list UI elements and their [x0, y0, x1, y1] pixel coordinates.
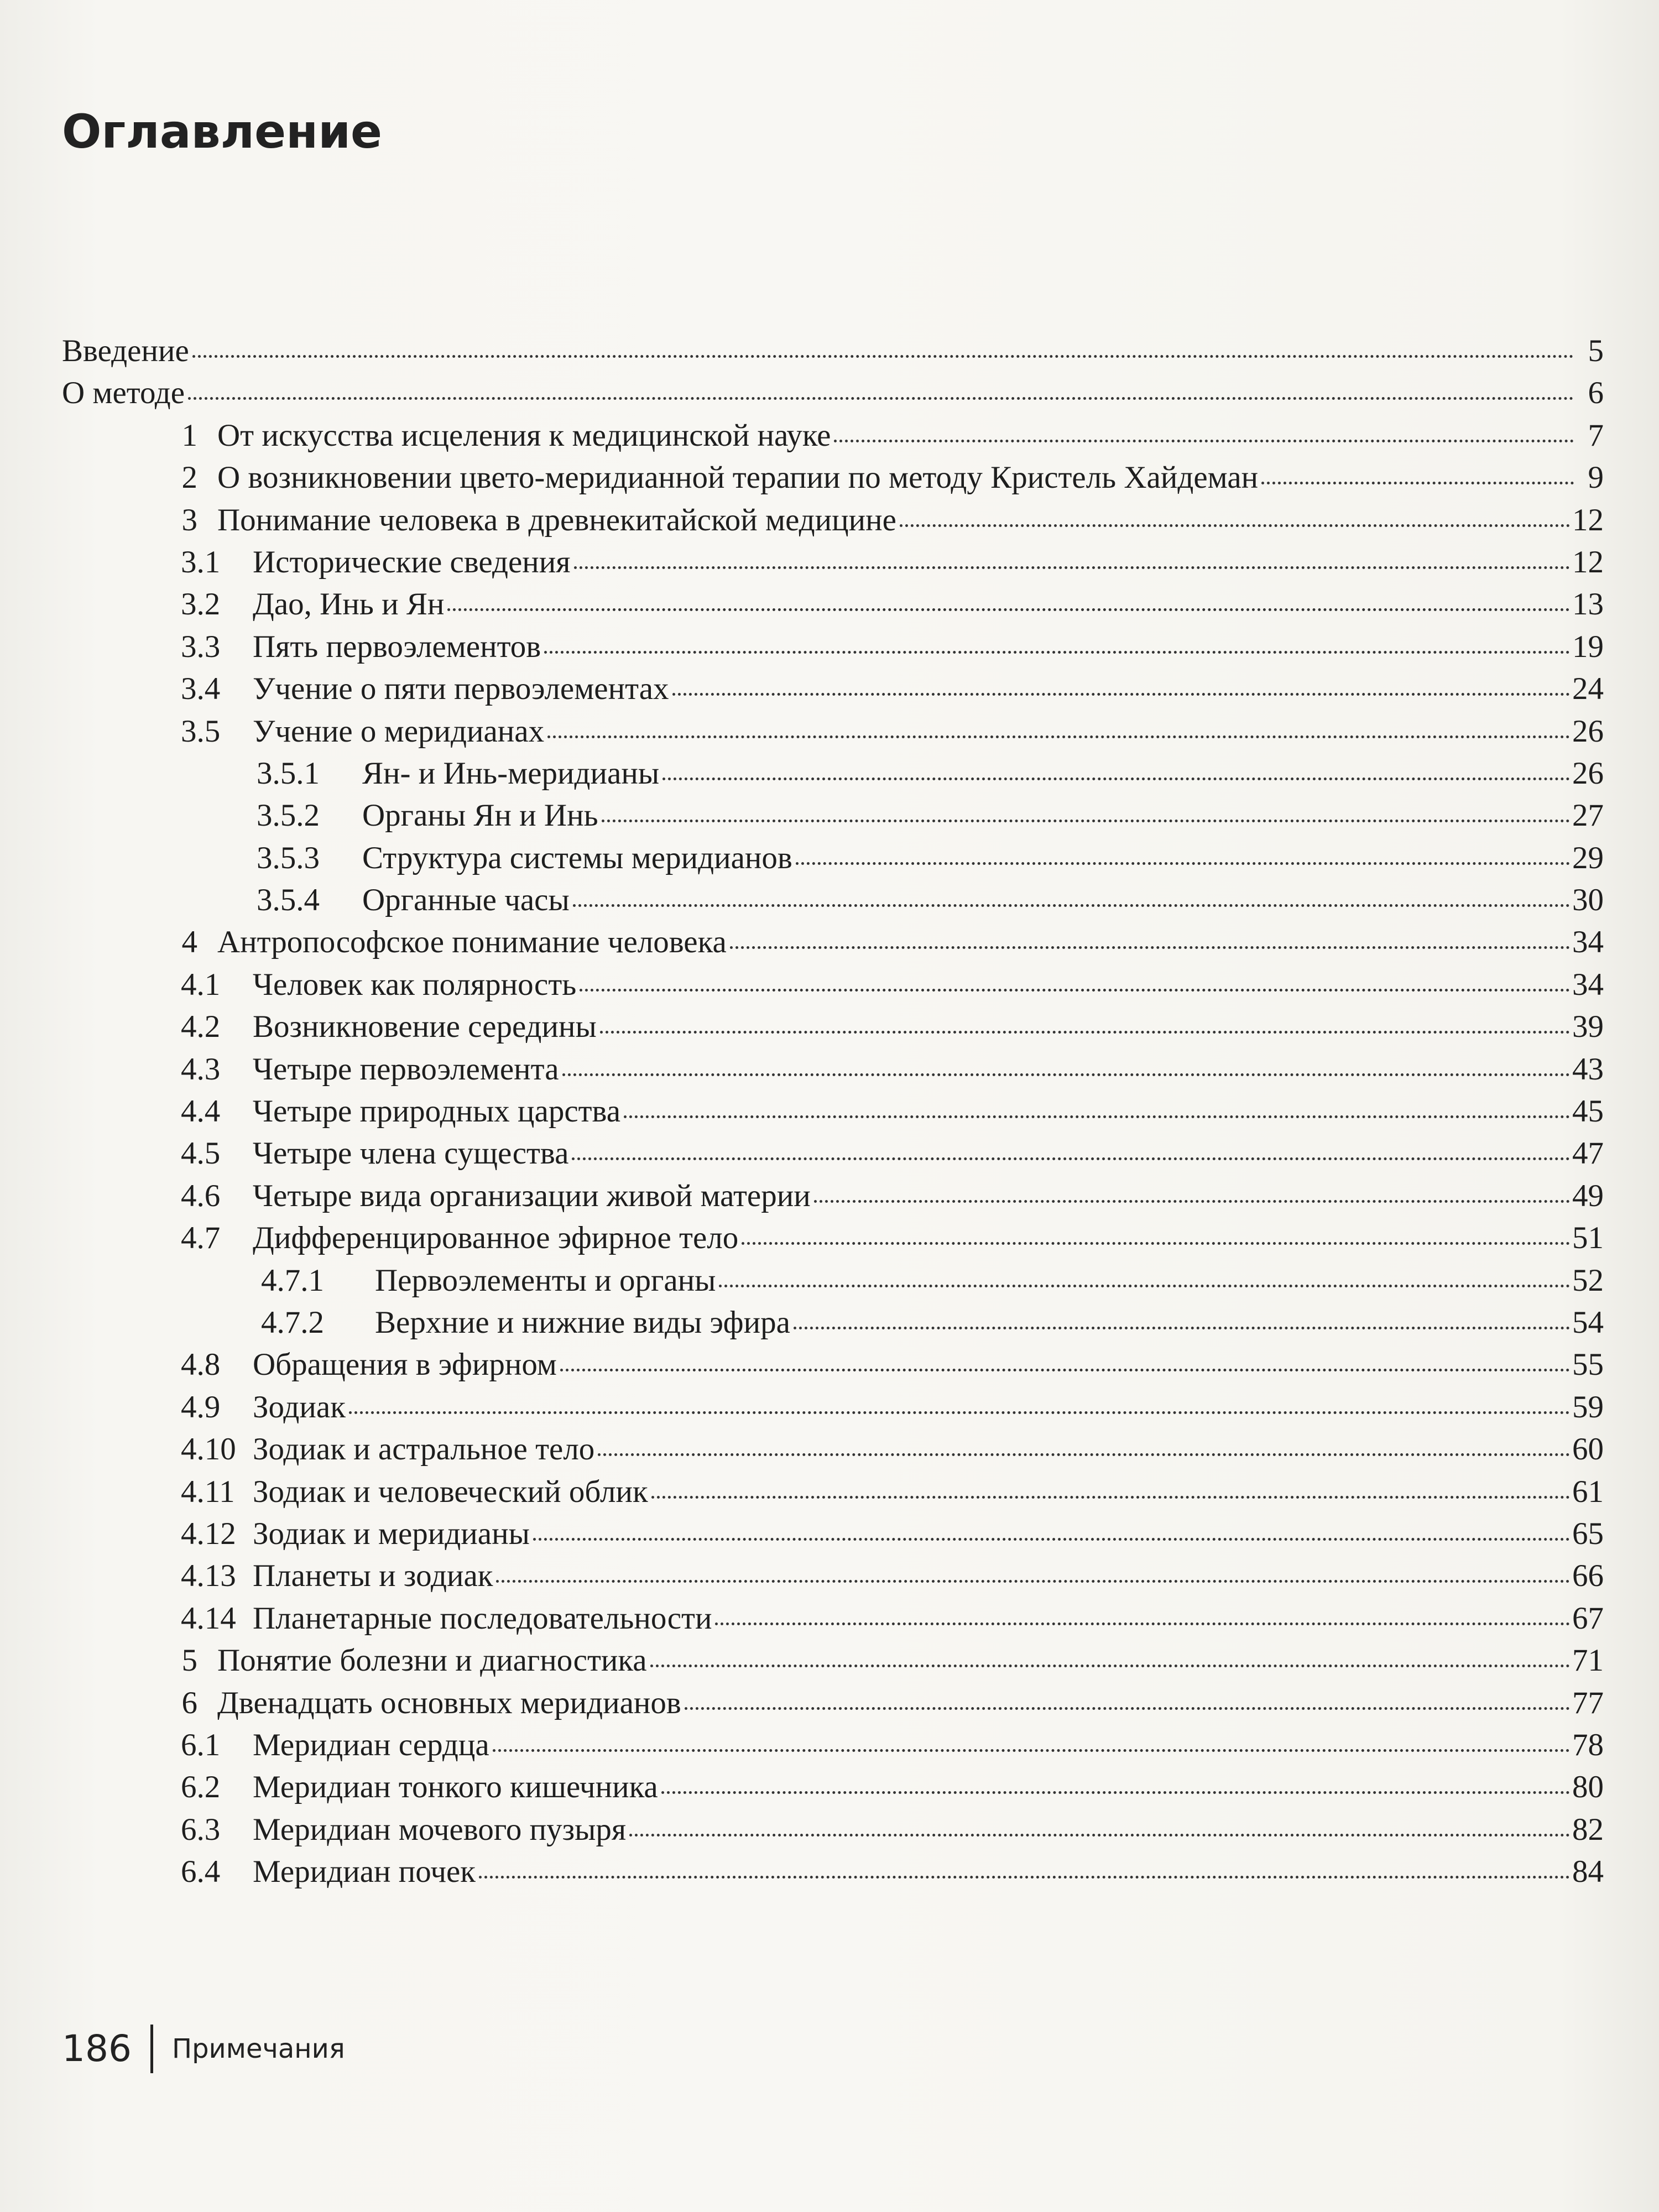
- toc-entry: [62, 1423, 1604, 1465]
- toc-entry: [62, 1128, 1604, 1170]
- toc-dot-leader: [651, 1463, 1570, 1499]
- toc-dot-leader: [349, 1378, 1570, 1414]
- toc-dot-leader: [496, 1547, 1570, 1583]
- toc-dot-leader: [624, 1082, 1570, 1118]
- toc-dot-leader: [730, 913, 1570, 949]
- toc-entry-page: 45: [1572, 1094, 1604, 1129]
- toc-dot-leader: [834, 406, 1574, 442]
- toc-entry-page: 55: [1572, 1347, 1604, 1383]
- toc-entry-number: 3.5.2: [257, 798, 320, 833]
- toc-entry: [62, 1466, 1604, 1508]
- toc-entry-number: 4.9: [181, 1389, 221, 1425]
- toc-dot-leader: [719, 1251, 1570, 1287]
- toc-dot-leader: [560, 1335, 1570, 1371]
- toc-entry-title: Двенадцать основных меридианов: [217, 1685, 681, 1720]
- toc-entry: [62, 1508, 1604, 1550]
- toc-dot-leader: [447, 575, 1570, 611]
- toc-entry: [62, 874, 1604, 916]
- toc-dot-leader: [629, 1801, 1570, 1837]
- toc-entry-page: 66: [1572, 1558, 1604, 1594]
- toc-entry-title: Ян- и Инь-меридианы: [362, 755, 660, 791]
- toc-entry-page: 65: [1572, 1516, 1604, 1551]
- toc-entry: [62, 536, 1604, 578]
- toc-entry-page: 9: [1588, 460, 1604, 495]
- toc-entry: [62, 367, 1604, 409]
- toc-entry-number: 4.4: [181, 1094, 221, 1129]
- toc-entry: [62, 410, 1604, 452]
- toc-dot-leader: [672, 660, 1571, 696]
- toc-entry-title: Дао, Инь и Ян: [253, 587, 445, 622]
- toc-entry-page: 6: [1588, 375, 1604, 411]
- toc-dot-leader: [794, 1293, 1570, 1329]
- toc-dot-leader: [796, 829, 1570, 865]
- toc-entry-title: Зодиак и меридианы: [253, 1516, 530, 1551]
- toc-dot-leader: [602, 786, 1570, 822]
- toc-dot-leader: [650, 1631, 1570, 1667]
- toc-entry: [62, 1550, 1604, 1592]
- toc-entry-page: 60: [1572, 1432, 1604, 1467]
- toc-entry-title: Первоэлементы и органы: [375, 1262, 716, 1298]
- toc-dot-leader: [662, 744, 1570, 780]
- toc-entry-number: 6: [181, 1685, 197, 1720]
- toc-entry-number: 3.2: [181, 587, 221, 622]
- toc-entry-number: 4.11: [181, 1474, 235, 1509]
- toc-entry-number: 4.14: [181, 1600, 236, 1636]
- toc-entry-number: 4.13: [181, 1558, 236, 1594]
- toc-dot-leader: [572, 1124, 1570, 1160]
- toc-entry-number: 4.6: [181, 1178, 221, 1213]
- toc-dot-leader: [192, 322, 1574, 358]
- toc-entry: [62, 959, 1604, 1001]
- toc-entry-title: Органы Ян и Инь: [362, 798, 598, 833]
- toc-dot-leader: [533, 1505, 1570, 1541]
- toc-entry-number: 5: [181, 1643, 197, 1678]
- toc-entry-title: О методе: [62, 375, 185, 411]
- toc-entry: [62, 1001, 1604, 1043]
- toc-entry: [62, 1170, 1604, 1212]
- toc-entry-page: 84: [1572, 1854, 1604, 1890]
- toc-entry-number: 4.2: [181, 1009, 221, 1045]
- page-number: 186: [62, 2027, 132, 2070]
- toc-entry-title: Антропософское понимание человека: [217, 925, 727, 960]
- toc-entry: [62, 1086, 1604, 1128]
- toc-entry-number: 6.1: [181, 1727, 221, 1762]
- toc-entry-page: 12: [1572, 502, 1604, 538]
- toc-entry-page: 52: [1572, 1262, 1604, 1298]
- toc-entry: [62, 916, 1604, 958]
- toc-entry-number: 6.3: [181, 1812, 221, 1847]
- page-heading: Оглавление: [62, 105, 383, 159]
- toc-entry: [62, 1212, 1604, 1254]
- toc-entry-title: Меридиан тонкого кишечника: [253, 1770, 658, 1805]
- toc-dot-leader: [814, 1167, 1570, 1203]
- toc-entry-title: О возникновении цвето-меридианной терапии по методу Кристель Хайдеман: [217, 460, 1259, 495]
- toc-entry-title: Учение о меридианах: [253, 713, 545, 749]
- toc-entry-page: 51: [1572, 1220, 1604, 1256]
- toc-entry-page: 43: [1572, 1051, 1604, 1087]
- toc-entry-page: 59: [1572, 1389, 1604, 1425]
- toc-entry-page: 47: [1572, 1136, 1604, 1171]
- toc-entry-title: Пять первоэлементов: [253, 629, 541, 664]
- toc-entry-title: Возникновение середины: [253, 1009, 597, 1045]
- toc-entry: [62, 1044, 1604, 1086]
- toc-entry-page: 7: [1588, 418, 1604, 453]
- toc-entry-page: 80: [1572, 1770, 1604, 1805]
- toc-entry-title: Верхние и нижние виды эфира: [375, 1305, 790, 1340]
- toc-entry-page: 67: [1572, 1600, 1604, 1636]
- toc-entry-title: Человек как полярность: [253, 967, 577, 1002]
- toc-entry-number: 3.5.3: [257, 840, 320, 875]
- toc-entry-number: 6.2: [181, 1770, 221, 1805]
- toc-entry-page: 39: [1572, 1009, 1604, 1045]
- running-section-title: Примечания: [171, 2033, 345, 2064]
- toc-entry-title: Меридиан сердца: [253, 1727, 489, 1762]
- toc-entry-page: 61: [1572, 1474, 1604, 1509]
- toc-dot-leader: [600, 998, 1570, 1034]
- toc-entry-title: Планетарные последовательности: [253, 1600, 712, 1636]
- toc-dot-leader: [742, 1209, 1570, 1245]
- toc-entry-page: 82: [1572, 1812, 1604, 1847]
- toc-entry-number: 3.3: [181, 629, 221, 664]
- toc-entry: [62, 452, 1604, 494]
- toc-entry-number: 1: [181, 418, 197, 453]
- toc-entry: [62, 621, 1604, 663]
- toc-dot-leader: [547, 702, 1570, 738]
- toc-entry-page: 12: [1572, 544, 1604, 580]
- footer-divider: [150, 2025, 153, 2073]
- toc-entry-title: Органные часы: [362, 883, 570, 918]
- toc-entry-title: Исторические сведения: [253, 544, 571, 580]
- toc-dot-leader: [900, 491, 1570, 527]
- toc-entry-page: 29: [1572, 840, 1604, 875]
- toc-entry-page: 24: [1572, 671, 1604, 707]
- toc-entry-title: Четыре первоэлемента: [253, 1051, 559, 1087]
- toc-entry: [62, 325, 1604, 367]
- toc-entry-title: Зодиак и астральное тело: [253, 1432, 595, 1467]
- toc-entry-title: Понимание человека в древнекитайской медицине: [217, 502, 896, 538]
- toc-entry-page: 34: [1572, 967, 1604, 1002]
- toc-dot-leader: [1261, 448, 1574, 484]
- toc-entry-page: 34: [1572, 925, 1604, 960]
- toc-entry-title: Введение: [62, 333, 189, 368]
- toc-entry: [62, 790, 1604, 832]
- toc-entry-title: Меридиан почек: [253, 1854, 476, 1890]
- toc-dot-leader: [598, 1420, 1570, 1456]
- toc-entry-page: 77: [1572, 1685, 1604, 1720]
- toc-entry-title: Четыре члена существа: [253, 1136, 569, 1171]
- toc-entry: [62, 1381, 1604, 1423]
- toc-entry: [62, 1593, 1604, 1635]
- toc-dot-leader: [715, 1589, 1570, 1625]
- toc-entry-number: 4.7.2: [261, 1305, 324, 1340]
- toc-entry-title: Обращения в эфирном: [253, 1347, 557, 1383]
- toc-dot-leader: [573, 871, 1570, 907]
- toc-dot-leader: [479, 1843, 1570, 1879]
- toc-entry-number: 4.12: [181, 1516, 236, 1551]
- toc-dot-leader: [493, 1716, 1570, 1752]
- toc-dot-leader: [574, 533, 1570, 569]
- toc-entry-title: Учение о пяти первоэлементах: [253, 671, 669, 707]
- toc-entry-title: Зодиак и человеческий облик: [253, 1474, 648, 1509]
- toc-dot-leader: [188, 364, 1574, 400]
- toc-entry: [62, 1677, 1604, 1719]
- table-of-contents: [62, 325, 1604, 1888]
- toc-dot-leader: [661, 1758, 1570, 1794]
- toc-entry-page: 26: [1572, 713, 1604, 749]
- toc-entry-number: 4.7.1: [261, 1262, 324, 1298]
- page-footer: [62, 2024, 345, 2074]
- toc-entry: [62, 1719, 1604, 1761]
- toc-entry-number: 2: [181, 460, 197, 495]
- toc-entry: [62, 1846, 1604, 1888]
- toc-entry: [62, 1761, 1604, 1803]
- toc-entry-page: 27: [1572, 798, 1604, 833]
- toc-entry: [62, 663, 1604, 705]
- toc-entry-number: 3.5: [181, 713, 221, 749]
- toc-entry-title: От искусства исцеления к медицинской науке: [217, 418, 831, 453]
- toc-entry: [62, 748, 1604, 790]
- toc-entry-number: 3.5.4: [257, 883, 320, 918]
- toc-entry: [62, 578, 1604, 620]
- toc-entry-page: 5: [1588, 333, 1604, 368]
- toc-entry: [62, 1255, 1604, 1297]
- toc-entry-number: 3.1: [181, 544, 221, 580]
- toc-entry-number: 4.1: [181, 967, 221, 1002]
- toc-dot-leader: [580, 956, 1570, 992]
- toc-entry-number: 3.4: [181, 671, 221, 707]
- toc-entry-title: Зодиак: [253, 1389, 346, 1425]
- toc-entry-number: 4.8: [181, 1347, 221, 1383]
- toc-entry-title: Планеты и зодиак: [253, 1558, 493, 1594]
- toc-entry-page: 26: [1572, 755, 1604, 791]
- toc-dot-leader: [544, 618, 1570, 654]
- toc-entry-number: 4.3: [181, 1051, 221, 1087]
- toc-entry-title: Меридиан мочевого пузыря: [253, 1812, 627, 1847]
- toc-dot-leader: [562, 1040, 1570, 1076]
- toc-entry-number: 4.5: [181, 1136, 221, 1171]
- toc-entry-title: Понятие болезни и диагностика: [217, 1643, 647, 1678]
- toc-entry-page: 71: [1572, 1643, 1604, 1678]
- toc-entry: [62, 832, 1604, 874]
- toc-entry-title: Четыре вида организации живой материи: [253, 1178, 811, 1213]
- toc-entry-page: 49: [1572, 1178, 1604, 1213]
- toc-entry-page: 30: [1572, 883, 1604, 918]
- toc-entry-number: 4.10: [181, 1432, 236, 1467]
- toc-entry-page: 13: [1572, 587, 1604, 622]
- toc-dot-leader: [685, 1674, 1570, 1710]
- toc-entry-number: 4.7: [181, 1220, 221, 1256]
- toc-entry-number: 3: [181, 502, 197, 538]
- toc-entry: [62, 1635, 1604, 1677]
- toc-entry: [62, 1339, 1604, 1381]
- toc-entry-page: 19: [1572, 629, 1604, 664]
- toc-entry-page: 78: [1572, 1727, 1604, 1762]
- toc-entry-title: Дифференцированное эфирное тело: [253, 1220, 739, 1256]
- toc-entry: [62, 1297, 1604, 1339]
- toc-entry: [62, 1804, 1604, 1846]
- toc-entry-title: Структура системы меридианов: [362, 840, 792, 875]
- toc-entry-number: 4: [181, 925, 197, 960]
- toc-entry: [62, 706, 1604, 748]
- toc-entry-number: 3.5.1: [257, 755, 320, 791]
- toc-entry: [62, 494, 1604, 536]
- toc-entry-title: Четыре природных царства: [253, 1094, 620, 1129]
- toc-entry-number: 6.4: [181, 1854, 221, 1890]
- toc-entry-page: 54: [1572, 1305, 1604, 1340]
